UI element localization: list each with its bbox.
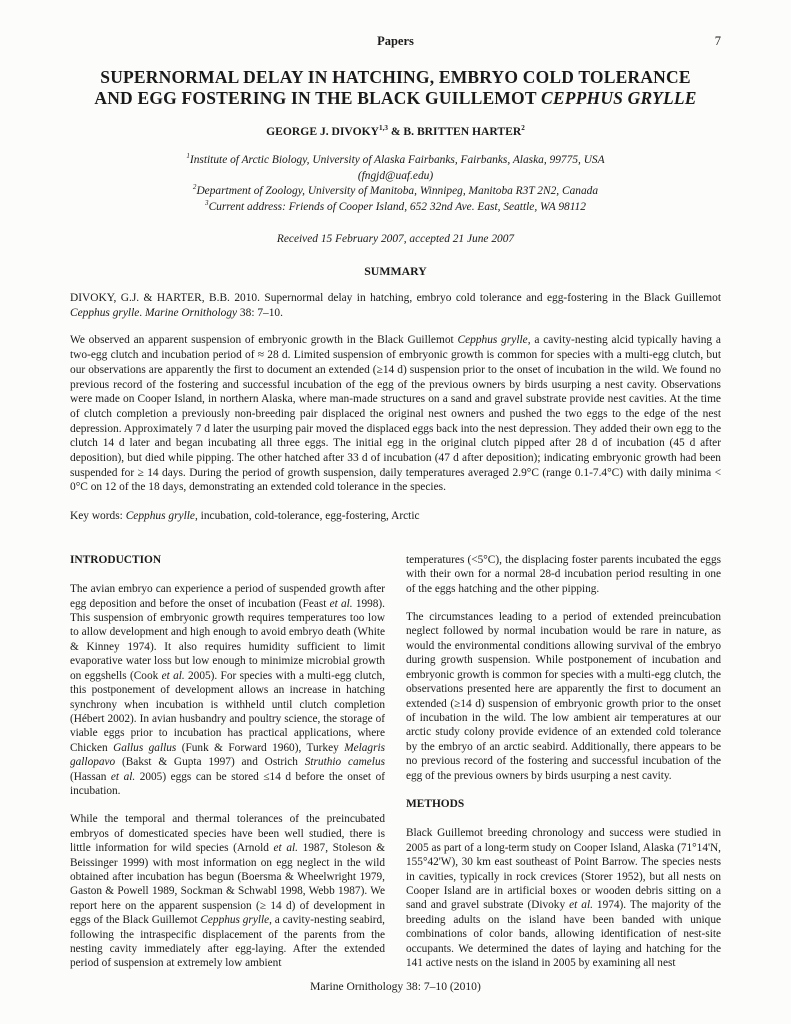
running-header <box>70 34 721 48</box>
summary-heading: SUMMARY <box>364 264 427 278</box>
left-column <box>70 553 385 985</box>
author-email: (fngjd@uaf.edu) <box>357 169 434 182</box>
introduction-paragraph-1: The avian embryo can experience a period of suspended growth after egg deposition and before the onset of incubation (Feast et al. 1998). This suspension of embryonic growth requires temperatures too low to allow development and high enough to avoid embryo death (White & Kinney 1974). It also requires humidity sufficient to limit evaporative water loss but low enough to minimize microbial growth on eggshells (Cook et al. 2005). For species with a multi-egg clutch, this postponement of development allows an increase in hatching synchrony when incubation is withheld until clutch completion (Hébert 2002). In avian husbandry and poultry science, the storage of viable eggs prior to incubation has practical applications, where Chicken Gallus gallus (Funk & Forward 1960), Turkey Melagris gallopavo (Bakst & Gupta 1997) and Ostrich Struthio camelus (Hassan et al. 2005) eggs can be stored ≤14 d before the onset of incubation. <box>70 583 386 797</box>
affiliations-block <box>70 153 721 215</box>
right-column <box>406 553 721 985</box>
received-accepted-line: Received 15 February 2007, accepted 21 June 2007 <box>276 233 515 245</box>
methods-paragraph-1: Black Guillemot breeding chronology and success were studied in 2005 as part of a long-term study on Cooper Island, Alaska (71°14'N, 155°42'W), 30 km east southeast of Point Barrow. The species nests in cavities, typically in rock crevices (Storer 1952), but all nests on Cooper Island are in artificial boxes or wooden debris sitting on a sand and gravel substrate (Divoky et al. 1974). The majority of the breeding adults on the island have been banded with unique combinations of color bands, allowing identification of nest-site occupants. We determined the dates of laying and hatching for the 141 active nests on the island in 2005 by examining all nest <box>406 827 721 969</box>
page-number: 7 <box>714 34 721 48</box>
citation-paragraph: DIVOKY, G.J. & HARTER, B.B. 2010. Supernormal delay in hatching, embryo cold tolerance and egg-fostering in the Black Guillemot Cepphus grylle. Marine Ornithology 38: 7–10. <box>70 292 721 319</box>
introduction-paragraph-2: While the temporal and thermal tolerances of the preincubated embryos of domesticated species have been well studied, there is little information for wild species (Arnold et al. 1987, Stoleson & Beissinger 1999) with most information on egg neglect in the wild obtained after incubation has begun (Boersma & Wheelwright 1979, Gaston & Powell 1989, Sockman & Schwabl 1998, Webb 1987). We report here on the apparent suspension (≥ 14 d) of development in eggs of the Black Guillemot Cepphus grylle, a cavity-nesting seabird, following the intraspecific displacement of the parents from the nesting cavity immediately after egg-laying. After the extended period of suspension at extremely low ambient <box>70 813 385 970</box>
keywords-line: Key words: Cepphus grylle, incubation, cold-tolerance, egg-fostering, Arctic <box>70 510 420 523</box>
authors-line: GEORGE J. DIVOKY$^{1,3}$ & B. BRITTEN HARTER$^2$ <box>266 124 525 138</box>
two-column-body <box>70 553 721 985</box>
article-title: SUPERNORMAL DELAY IN HATCHING, EMBRYO COLD TOLERANCE AND EGG FOSTERING IN THE BLACK GUILLEMOT CEPPHUS GRYLLE <box>94 67 697 108</box>
affiliation-line-1: $^1$Institute of Arctic Biology, University of Alaska Fairbanks, Fairbanks, Alaska, 99775, USA <box>186 152 605 166</box>
affiliation-line-2: $^2$Department of Zoology, University of Manitoba, Winnipeg, Manitoba R3T 2N2, Canada <box>192 183 599 197</box>
introduction-paragraph-3: temperatures (<5°C), the displacing foster parents incubated the eggs with their own for a normal 28-d incubation period resulting in one of the eggs hatching and the other pipping. <box>406 553 721 595</box>
affiliation-line-3: $^3$Current address: Friends of Cooper Island, 652 32nd Ave. East, Seattle, WA 98112 <box>205 198 586 213</box>
introduction-heading: INTRODUCTION <box>70 553 162 566</box>
methods-heading: METHODS <box>406 797 465 810</box>
introduction-paragraph-4: The circumstances leading to a period of extended preincubation neglect followed by normal incubation would be rare in nature, as would the environmental conditions allowing survival of the embryo during growth suspension. While postponement of incubation and embryonic growth is common for species with a multi-egg clutch, the observations presented here are apparently the first to document an extended (≥14 d) suspension of embryonic growth prior to the onset of incubation in the wild. The low ambient air temperatures at our arctic study colony provide evidence of an extended cold tolerance by the embryo of an arctic seabird. Additionally, there appears to be no previous record of the fostering and successful incubation of the egg of the previous owners by birds usurping a nest cavity. <box>406 611 721 782</box>
abstract-paragraph: We observed an apparent suspension of embryonic growth in the Black Guillemot Cepphus grylle, a cavity-nesting alcid typically having a two-egg clutch and incubation period of ≈ 28 d. Limited suspension of embryonic growth is common for species with a multi-egg clutch, but our observations are apparently the first to document an extended (≥14 d) suspension prior to the onset of incubation in the wild. We found no previous record of the fostering and successful incubation of the egg of the previous owners by birds usurping a nest cavity. Observations were made on Cooper Island, in northern Alaska, where man-made structures on a sand and gravel substrate provide nest cavities. At the time of clutch completion a previously non-breeding pair displaced the original nest owners and pushed the two eggs to the edge of the nest depression. Approximately 7 d later the usurping pair moved the displaced eggs back into the nest depression. They added their own egg to the clutch 14 d later and began incubating all three eggs. The initial egg in the original clutch pipped after 28 d of incubation (45 d after deposition), but died while pipping. The other hatched after 33 d of incubation (47 d after deposition); indicating embryonic growth had been suspended for ≥ 14 days. During the period of growth suspension, daily temperatures averaged 2.9°C (range 0.1-7.4°C) with daily minima < 0°C on 12 of the 18 days, demonstrating an extended cold tolerance in the species. <box>70 334 721 494</box>
running-head: Papers <box>377 34 414 48</box>
journal-footer: Marine Ornithology 38: 7–10 (2010) <box>310 980 481 993</box>
